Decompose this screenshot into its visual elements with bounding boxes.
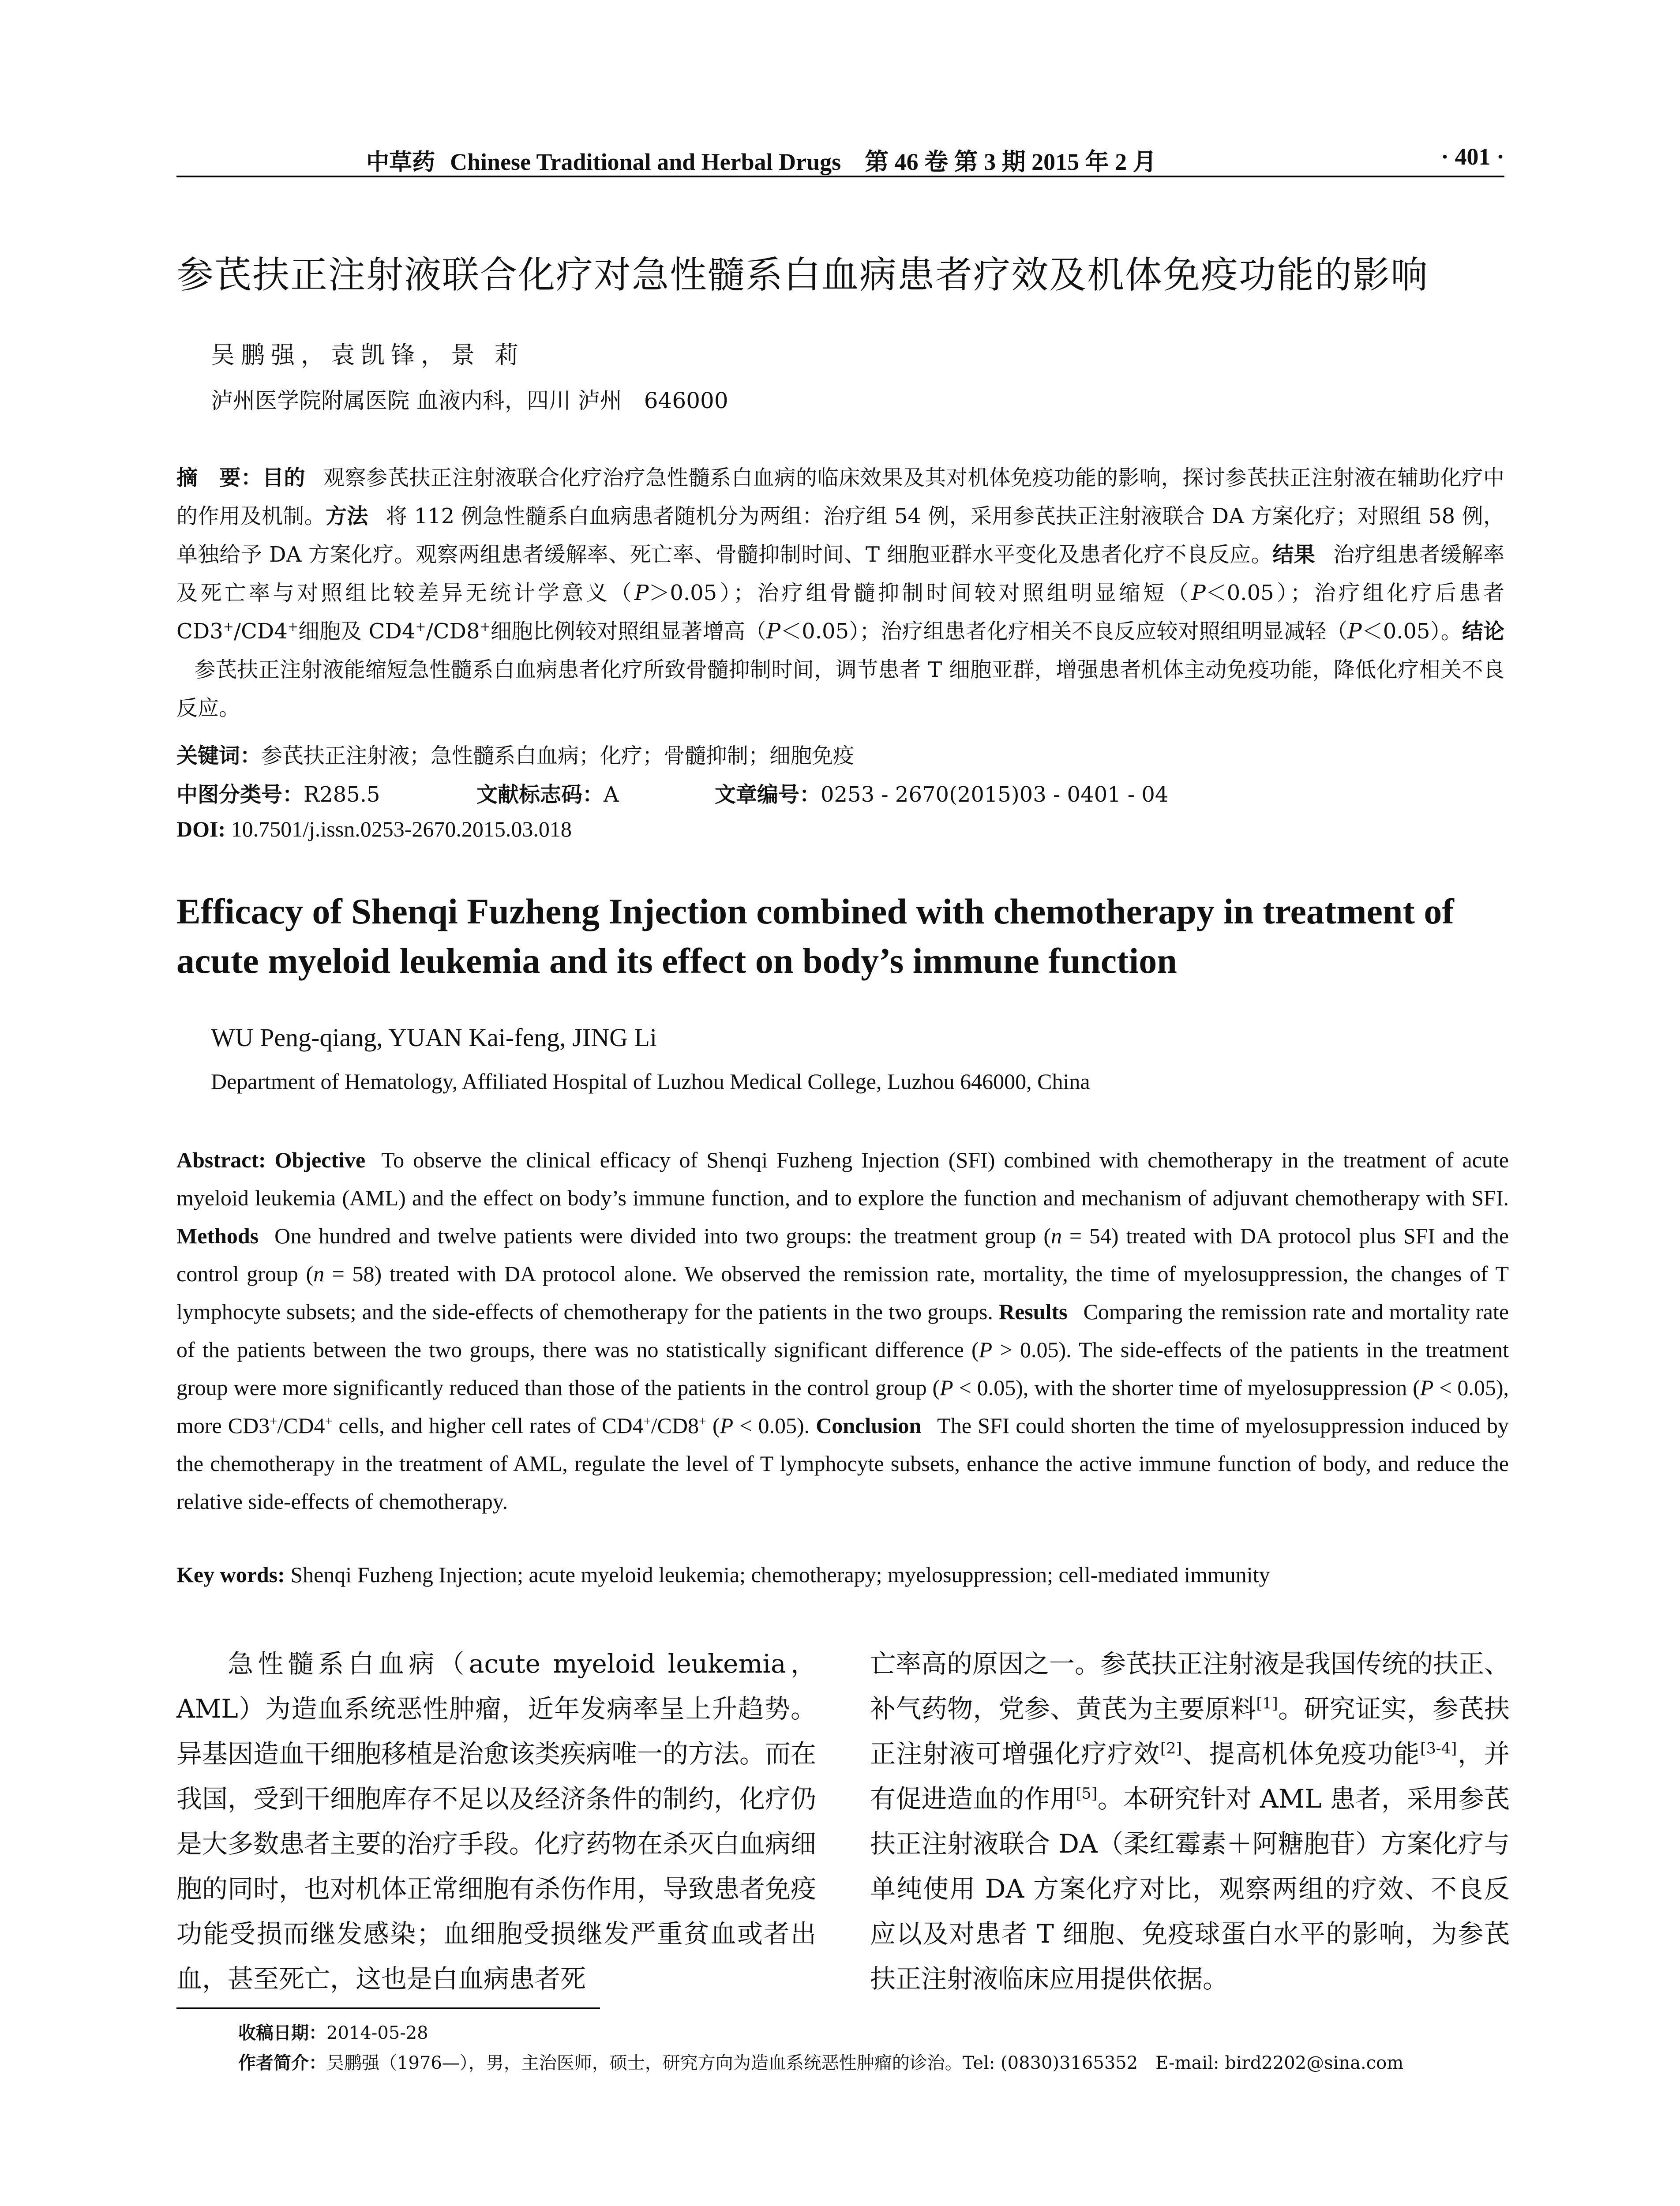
journal-issue: Chinese Traditional and Herbal Drugs 第 46 卷 第 3 期 2015 年 2 月	[450, 149, 1157, 175]
methods-label-en: Methods	[176, 1223, 259, 1248]
doi-line	[176, 816, 572, 842]
authors-en: WU Peng-qiang, YUAN Kai-feng, JING Li	[211, 1023, 657, 1052]
n-symbol: n	[1051, 1223, 1062, 1248]
cd4-label: /CD4	[277, 1413, 325, 1438]
keywords-en	[176, 1562, 1509, 1587]
authors-cn: 吴鹏强，袁凯锋，景 莉	[211, 341, 525, 369]
received-label: 收稿日期：	[238, 2023, 326, 2043]
body-text: 、提高机体免疫功能	[1182, 1739, 1421, 1769]
lt-symbol: <	[1433, 1375, 1458, 1400]
body-text: ，并有促进造血的作用	[870, 1739, 1510, 1814]
journal-name-cn: 中草药	[366, 149, 435, 176]
citation-ref[interactable]: [5]	[1076, 1785, 1098, 1803]
article-no: 0253 - 2670(2015)03 - 0401 - 04	[821, 782, 1169, 807]
article-title-en: Efficacy of Shenqi Fuzheng Injection combined with chemotherapy in treatment of acute myeloid leukemia and its effect on body’s immune function	[176, 891, 1454, 981]
keywords-label-cn: 关键词：	[176, 743, 262, 768]
results-label-en: Results	[998, 1299, 1068, 1324]
p-symbol: P	[1191, 581, 1206, 605]
p-symbol: P	[940, 1375, 953, 1400]
results-text-cn: 细胞比例较对照组显著增高（	[490, 619, 766, 644]
body-text: 亡率高的原因之一。参芪扶正注射液是我国传统的扶正、补气药物，党参、黄芪为主要原料	[870, 1649, 1510, 1724]
p-value: ＜0.05）；	[1205, 581, 1312, 605]
affiliation-en: Department of Hematology, Affiliated Hospital of Luzhou Medical College, Luzhou 646000, China	[211, 1069, 1090, 1094]
doi-label: DOI:	[176, 817, 226, 841]
running-header-journal	[366, 143, 1157, 177]
p-symbol: P	[1420, 1375, 1434, 1400]
p-value: 0.05）；	[802, 619, 881, 644]
results-text-cn: 治疗组患者缓解率及死亡率与对照组比较差异无统计学意义（	[176, 542, 1504, 605]
article-title-cn: 参芪扶正注射液联合化疗对急性髓系白血病患者疗效及机体免疫功能的影响	[176, 253, 1429, 296]
results-text-cn: 治疗组患者化疗相关不良反应较对照组明显减轻（	[881, 619, 1348, 644]
author-bio-text: 吴鹏强（1976—），男，主治医师，硕士，研究方向为造血系统恶性肿瘤的诊治。Tel: (0830)3165352 E-mail: bird2202@sina.com	[326, 2053, 1404, 2073]
received-date: 2014-05-28	[326, 2023, 428, 2043]
clc-code: R285.5	[304, 782, 380, 807]
objective-label-en: Objective	[274, 1148, 366, 1172]
abstract-en	[176, 1141, 1509, 1520]
running-header	[176, 140, 1504, 177]
abstract-label-en: Abstract:	[176, 1148, 266, 1172]
p-value: ＞0.05）；	[649, 581, 755, 605]
affiliation-cn: 泸州医学院附属医院 血液内科，四川 泸州 646000	[211, 388, 728, 413]
results-text-en: Comparing the remission rate and mortality rate of the patients between the two groups, there was no statistically significant difference (	[176, 1299, 1509, 1362]
p-symbol: P	[979, 1337, 993, 1362]
methods-text-en: 54) treated with DA protocol plus SFI and the control group (	[176, 1223, 1509, 1286]
superscript-plus: +	[480, 619, 491, 634]
article-no-label: 文章编号：	[715, 782, 821, 807]
conclusion-label-en: Conclusion	[816, 1413, 922, 1438]
results-text-cn: 治疗组骨髓抑制时间较对照组明显缩短（	[754, 581, 1192, 605]
author-bio-label: 作者简介：	[238, 2053, 326, 2073]
keywords-label-en: Key words:	[176, 1562, 285, 1587]
eq-symbol: =	[1062, 1223, 1089, 1248]
results-text-en: 0.05), more CD3	[176, 1375, 1509, 1438]
clc-label: 中图分类号：	[176, 782, 304, 807]
conclusion-text-cn: 参芪扶正注射液能缩短急性髓系白血病患者化疗所致骨髓抑制时间，调节患者 T 细胞亚群，增强患者机体主动免疫功能，降低化疗相关不良反应。	[176, 657, 1504, 720]
doc-code: A	[604, 782, 619, 807]
abstract-label-cn: 摘 要：	[176, 465, 262, 490]
cd8-label: /CD8	[426, 619, 480, 644]
keywords-text-en: Shenqi Fuzheng Injection; acute myeloid leukemia; chemotherapy; myelosuppression; cell-mediated immunity	[290, 1562, 1270, 1587]
footnote-received	[238, 2019, 428, 2044]
body-text: 。本研究针对 AML 患者，采用参芪扶正注射液联合 DA（柔红霉素＋阿糖胞苷）方案化疗与单纯使用 DA 方案化疗对比，观察两组的疗效、不良反应以及对患者 T 细胞、免疫球蛋白水平的影响，为参芪扶正注射液临床应用提供依据。	[870, 1784, 1510, 1994]
doi-link[interactable]: 10.7501/j.issn.0253-2670.2015.03.018	[231, 817, 572, 841]
objective-text-cn: 观察参芪扶正注射液联合化疗治疗急性髓系白血病的临床效果及其对机体免疫功能的影响，探讨参芪扶正注射液在辅助化疗中的作用及机制。	[176, 465, 1504, 529]
citation-ref[interactable]: [1]	[1256, 1695, 1278, 1713]
body-column-left: 急性髓系白血病（acute myeloid leukemia，AML）为造血系统恶性肿瘤，近年发病率呈上升趋势。异基因造血干细胞移植是治愈该类疾病唯一的方法。而在我国，受到干细胞库存不足以及经济条件的制约，化疗仍是大多数患者主要的治疗手段。化疗药物在杀灭白血病细胞的同时，也对机体正常细胞有杀伤作用，导致患者免疫功能受损而继发感染；血细胞受损继发严重贫血或者出血，甚至死亡，这也是白血病患者死	[176, 1649, 817, 1994]
results-text-en: cells, and higher cell rates of CD4	[338, 1413, 644, 1438]
lt-symbol: ＜	[780, 619, 802, 644]
keywords-cn	[176, 739, 854, 769]
results-text-cn: 治疗组化疗后患者 CD3	[176, 581, 1504, 644]
methods-text-cn: 将 112 例急性髓系白血病患者随机分为两组：治疗组 54 例，采用参芪扶正注射液联合 DA 方案化疗；对照组 58 例，单独给予 DA 方案化疗。观察两组患者缓解率、死亡率、骨髓抑制时间、T 细胞亚群水平变化及患者化疗不良反应。	[176, 504, 1504, 567]
objective-label-cn: 目的	[262, 465, 306, 490]
superscript-plus: +	[270, 1414, 278, 1429]
conclusion-text-en: The SFI could shorten the time of myelosuppression induced by the chemotherapy in the treatment of AML, regulate the level of T lymphocyte subsets, enhance the active immune function of body, and reduce the relative side-effects of chemotherapy.	[176, 1413, 1509, 1514]
lt-symbol: <	[953, 1375, 977, 1400]
methods-text-en: 58) treated with DA protocol alone. We observed the remission rate, mortality, the time of myelosuppression, the changes of T lymphocyte subsets; and the side-effects of chemotherapy for the patients in the two groups.	[176, 1261, 1509, 1324]
superscript-plus: +	[643, 1414, 651, 1429]
classification-line	[176, 777, 1504, 808]
results-text-en: 0.05). The side-effects of the patients in the treatment group were more significantly reduced than those of the patients in the control group (	[176, 1337, 1509, 1400]
doc-code-label: 文献标志码：	[476, 782, 604, 807]
citation-ref[interactable]: [2]	[1160, 1740, 1182, 1758]
body-column-right	[870, 1641, 1510, 2001]
conclusion-label-cn: 结论	[1462, 619, 1504, 644]
cd4-label: /CD4	[233, 619, 288, 644]
n-symbol: n	[313, 1261, 325, 1286]
footnote-author	[238, 2049, 1403, 2074]
page-number: · 401 ·	[1440, 143, 1504, 170]
keywords-text-cn: 参芪扶正注射液；急性髓系白血病；化疗；骨髓抑制；细胞免疫	[261, 743, 855, 768]
methods-label-cn: 方法	[325, 504, 368, 529]
paren: (	[706, 1413, 720, 1438]
superscript-plus: +	[223, 619, 234, 634]
results-label-cn: 结果	[1272, 542, 1316, 567]
eq-symbol: =	[324, 1261, 352, 1286]
p-value: ＜0.05）。	[1361, 619, 1462, 644]
p-symbol: P	[634, 581, 649, 605]
citation-ref[interactable]: [3-4]	[1420, 1740, 1457, 1758]
p-symbol: P	[1347, 619, 1362, 644]
p-value: < 0.05).	[733, 1413, 810, 1438]
objective-text-en: To observe the clinical efficacy of Shenqi Fuzheng Injection (SFI) combined with chemotherapy in the treatment of acute myeloid leukemia (AML) and the effect on body’s immune function, and to explore the function and mechanism of adjuvant chemotherapy with SFI.	[176, 1148, 1509, 1210]
superscript-plus: +	[325, 1414, 333, 1429]
methods-text-en: One hundred and twelve patients were divided into two groups: the treatment group (	[274, 1223, 1051, 1248]
results-text-cn: 细胞及 CD4	[298, 619, 416, 644]
p-symbol: P	[720, 1413, 734, 1438]
body-text: 。研究证实，参芪扶正注射液可增强化疗疗效	[870, 1694, 1510, 1769]
cd8-label: /CD8	[651, 1413, 699, 1438]
p-symbol: P	[766, 619, 781, 644]
abstract-cn	[176, 459, 1504, 728]
results-text-en: 0.05), with the shorter time of myelosuppression (	[977, 1375, 1420, 1400]
superscript-plus: +	[287, 619, 298, 634]
footnote-divider	[176, 2007, 600, 2009]
superscript-plus: +	[698, 1414, 706, 1429]
gt-symbol: >	[992, 1337, 1020, 1362]
superscript-plus: +	[415, 619, 426, 634]
